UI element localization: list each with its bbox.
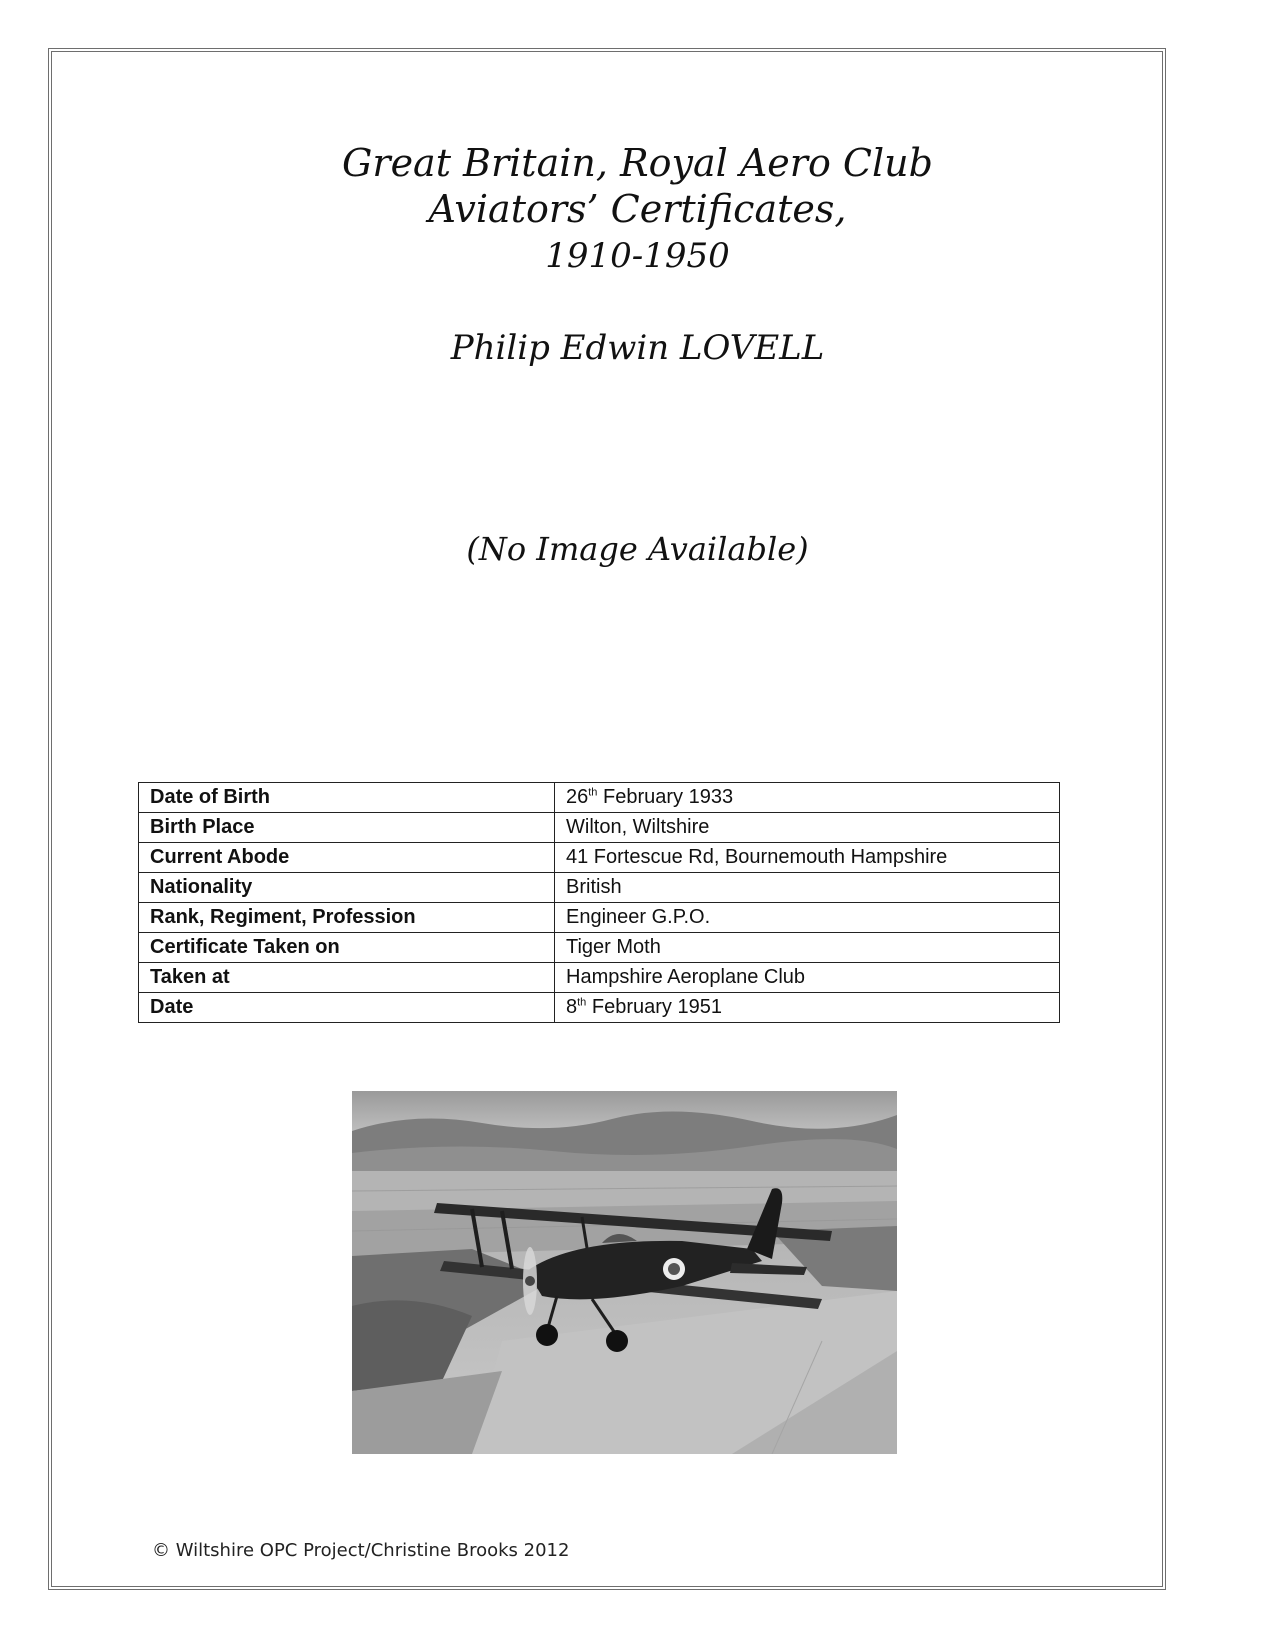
- ordinal-suffix: th: [588, 786, 598, 799]
- field-label: Current Abode: [139, 843, 555, 873]
- table-row: [139, 873, 1060, 903]
- field-value: [555, 903, 1060, 933]
- title-line-1: Great Britain, Royal Aero Club: [342, 141, 933, 185]
- field-label: Taken at: [139, 963, 555, 993]
- field-value: [555, 783, 1060, 813]
- field-label: Date of Birth: [139, 783, 555, 813]
- copyright-footer: © Wiltshire OPC Project/Christine Brooks 2012: [152, 1540, 570, 1561]
- no-image-notice: (No Image Available): [466, 530, 809, 568]
- value-text: 8: [566, 996, 578, 1018]
- ordinal-suffix: th: [577, 996, 587, 1009]
- value-text: February 1933: [597, 786, 734, 808]
- person-name: Philip Edwin LOVELL: [450, 328, 825, 368]
- table-row: [139, 813, 1060, 843]
- field-label: Nationality: [139, 873, 555, 903]
- table-row: [139, 993, 1060, 1023]
- field-value: [555, 963, 1060, 993]
- title-years: 1910-1950: [545, 236, 730, 276]
- value-text: Engineer G.P.O.: [566, 906, 711, 928]
- field-value: [555, 873, 1060, 903]
- field-value: [555, 843, 1060, 873]
- biplane-photo: [352, 1091, 897, 1454]
- field-value: [555, 933, 1060, 963]
- value-text: February 1951: [586, 996, 722, 1018]
- table-row: [139, 933, 1060, 963]
- value-text: Wilton, Wiltshire: [566, 816, 710, 838]
- value-text: Hampshire Aeroplane Club: [566, 966, 806, 988]
- table-row: [139, 963, 1060, 993]
- field-label: Birth Place: [139, 813, 555, 843]
- field-label: Date: [139, 993, 555, 1023]
- table-row: [139, 903, 1060, 933]
- field-value: [555, 993, 1060, 1023]
- value-text: 41 Fortescue Rd, Bournemouth Hampshire: [566, 846, 948, 868]
- value-text: Tiger Moth: [566, 936, 661, 958]
- field-value: [555, 813, 1060, 843]
- value-text: 26: [566, 786, 589, 808]
- field-label: Rank, Regiment, Profession: [139, 903, 555, 933]
- table-row: [139, 783, 1060, 813]
- value-text: British: [566, 876, 622, 898]
- field-label: Certificate Taken on: [139, 933, 555, 963]
- document-title: [0, 140, 1275, 280]
- details-table: [138, 782, 1060, 1023]
- title-line-2: Aviators’ Certificates,: [428, 187, 847, 231]
- table-row: [139, 843, 1060, 873]
